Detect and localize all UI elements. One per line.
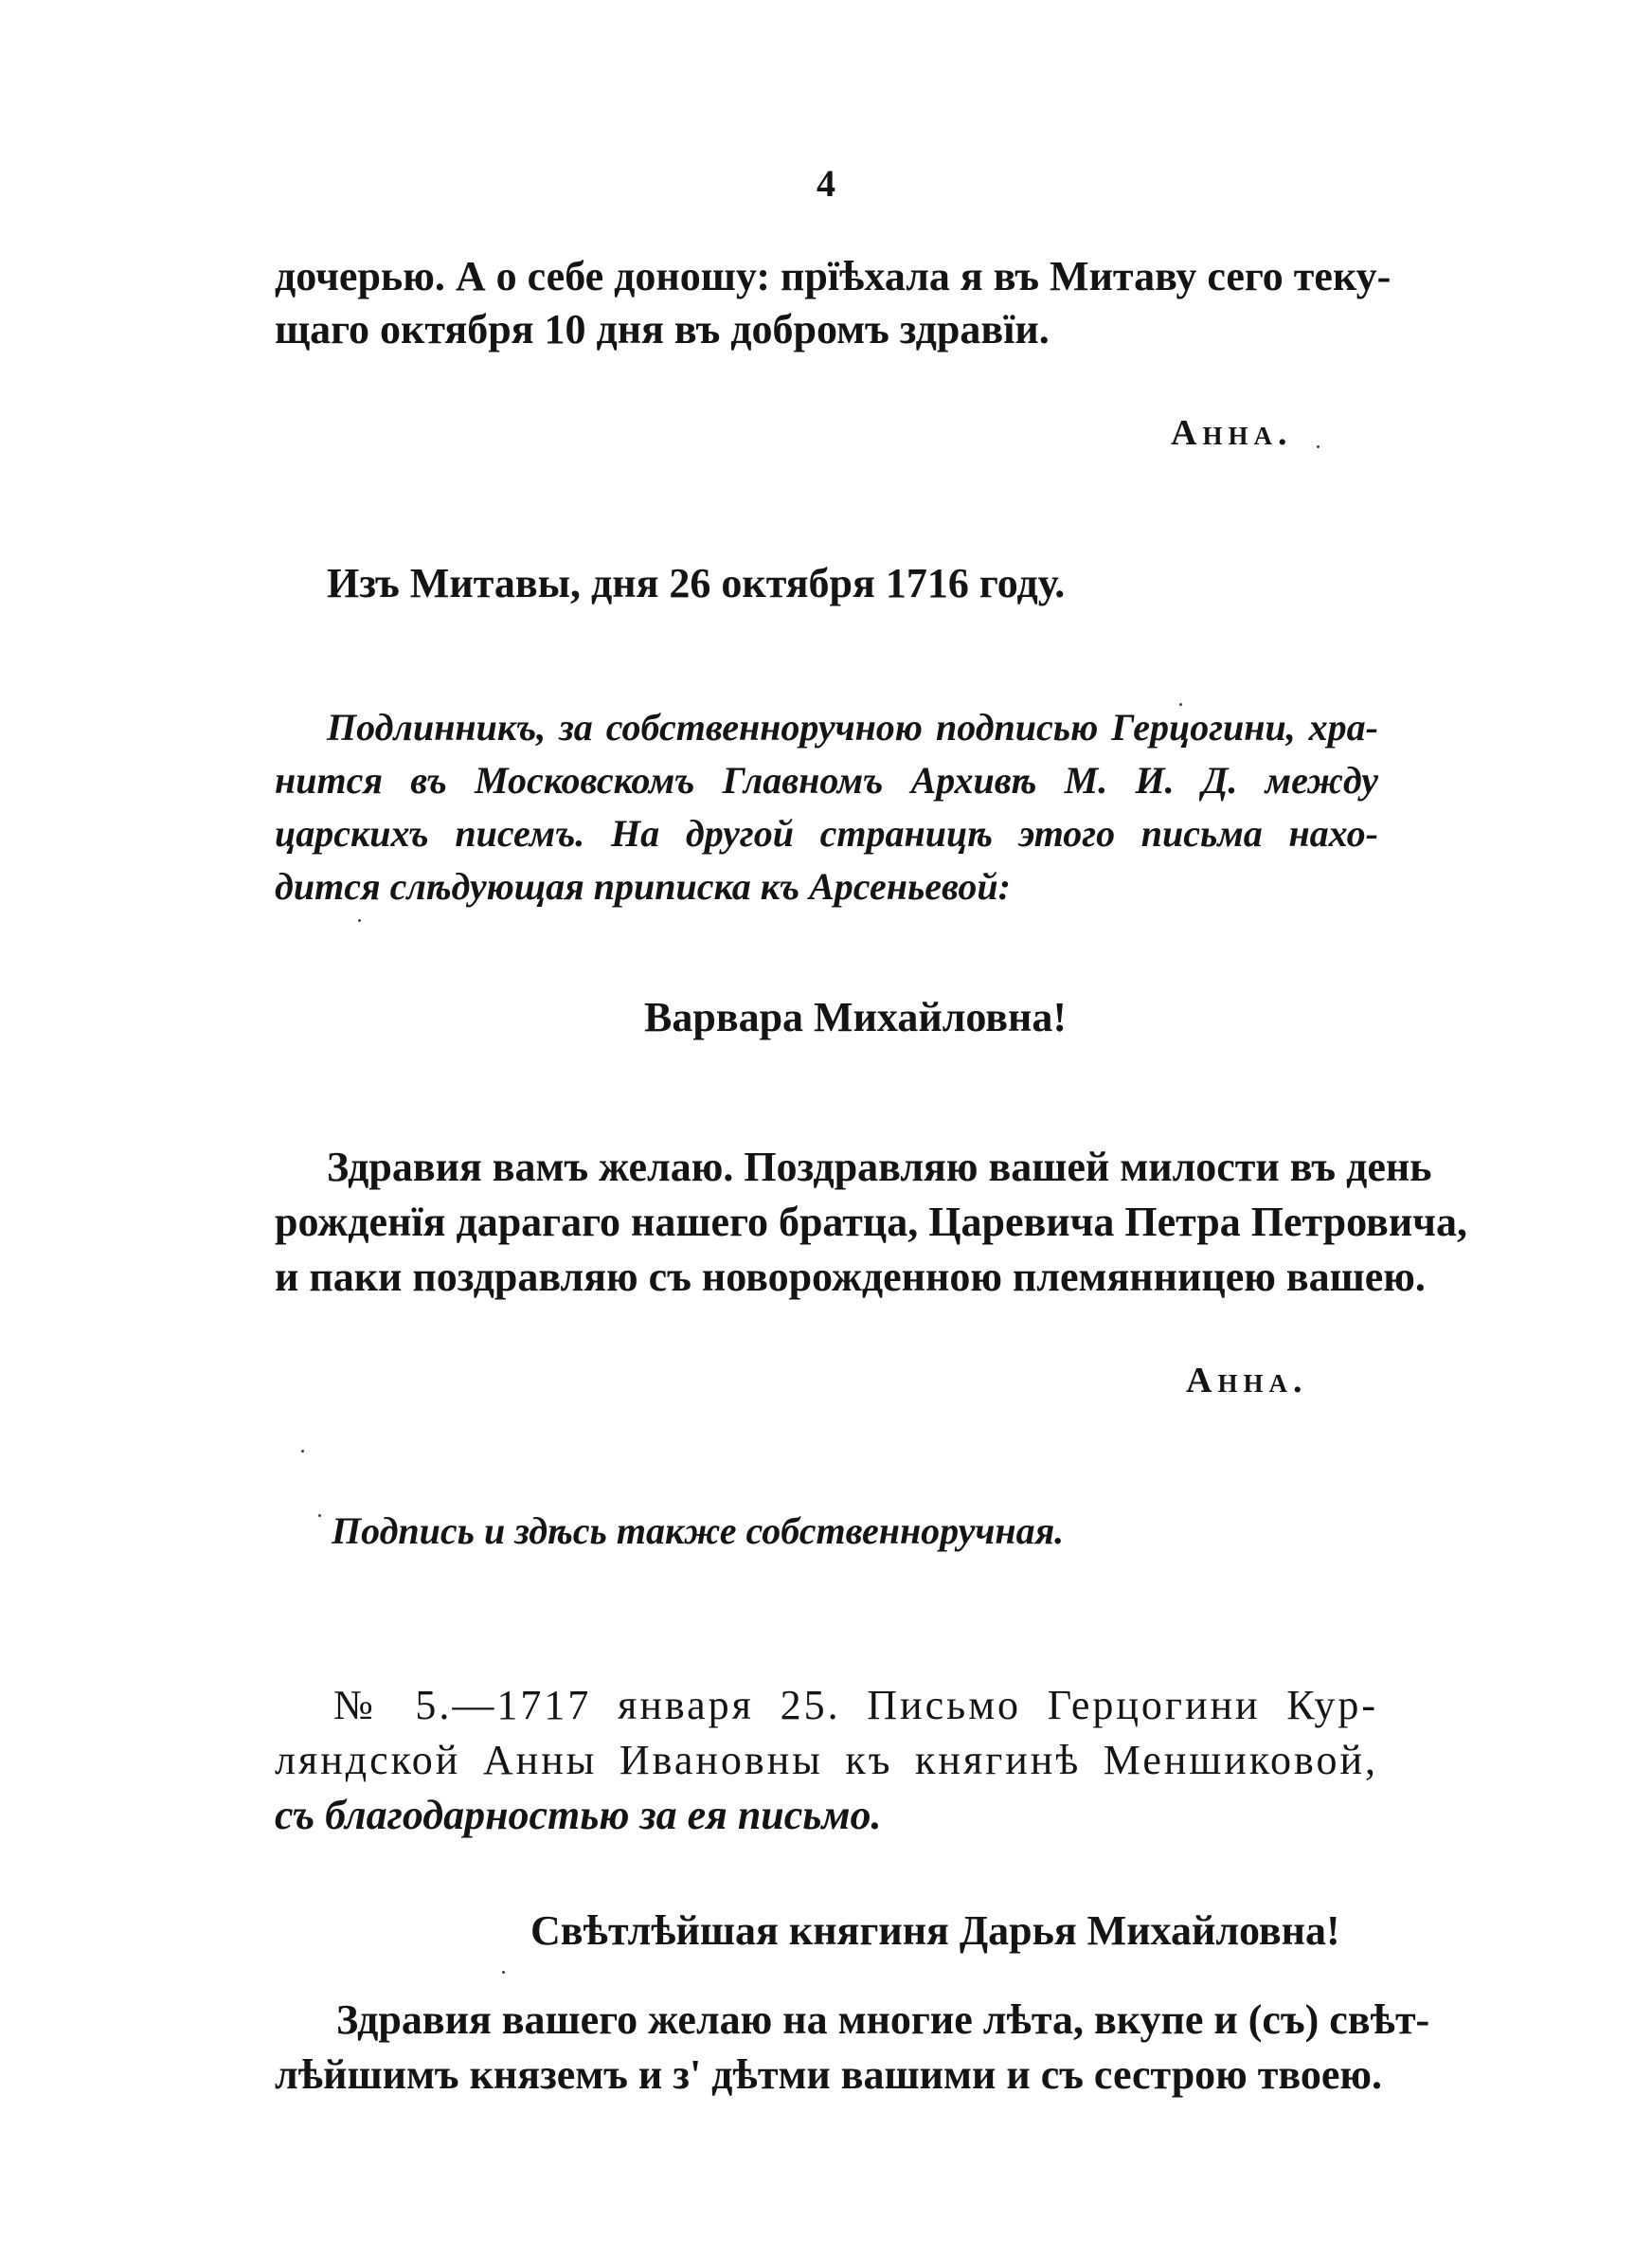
document-heading-subtitle: съ благодарностью за ея письмо.	[275, 1792, 882, 1838]
editorial-note-line: дится слѣдующая приписка къ Арсеньевой:	[275, 865, 1011, 908]
place-date-line: Изъ Митавы, дня 26 октября 1716 году.	[327, 560, 1066, 606]
editorial-note-line: нится въ Московскомъ Главномъ Архивѣ М. И. Д. между	[275, 759, 1378, 802]
page-number: 4	[817, 162, 835, 205]
letter-text-line: Здравия вашего желаю на многие лѣта, вкупе и (съ) свѣт-	[336, 1996, 1430, 2043]
signature-anna: Анна.	[1186, 1361, 1308, 1400]
document-heading-line: № 5.—1717 января 25. Письмо Герцогини Кур-	[333, 1682, 1378, 1728]
postscript-text-line: рожденїя дарагаго нашего братца, Царевича Петра Петровича,	[275, 1199, 1467, 1245]
print-speck	[301, 1450, 304, 1453]
editorial-note-line: Подлинникъ, за собственноручною подписью Герцогини, хра-	[327, 706, 1378, 749]
editorial-note-line: царскихъ писемъ. На другой страницѣ этого письма нахо-	[275, 812, 1378, 855]
print-speck	[1317, 445, 1320, 448]
letter-text-line: лѣйшимъ княземъ и з' дѣтми вашими и съ сестрою твоею.	[275, 2051, 1383, 2098]
document-heading-line: ляндской Анны Ивановны къ княгинѣ Меншиковой,	[275, 1737, 1378, 1783]
print-speck	[502, 1971, 505, 1974]
postscript-text-line: и паки поздравляю съ новорожденною племянницею вашею.	[275, 1254, 1426, 1300]
print-speck	[358, 919, 361, 922]
salutation-line: Свѣтлѣйшая княгиня Дарья Михайловна!	[530, 1907, 1340, 1954]
editorial-note-line: Подпись и здѣсь также собственноручная.	[332, 1509, 1065, 1552]
postscript-text-line: Здравия вамъ желаю. Поздравляю вашей милости въ день	[327, 1144, 1432, 1190]
letter-text-line: дочерью. А о себе доношу: прїѣхала я въ Митаву сего теку-	[275, 253, 1392, 299]
salutation-line: Варвара Михайловна!	[644, 994, 1068, 1040]
letter-text-line: щаго октября 10 дня въ добромъ здравїи.	[275, 306, 1050, 352]
print-speck	[318, 1514, 321, 1517]
print-speck	[1179, 703, 1182, 706]
signature-anna: Анна.	[1171, 413, 1293, 453]
